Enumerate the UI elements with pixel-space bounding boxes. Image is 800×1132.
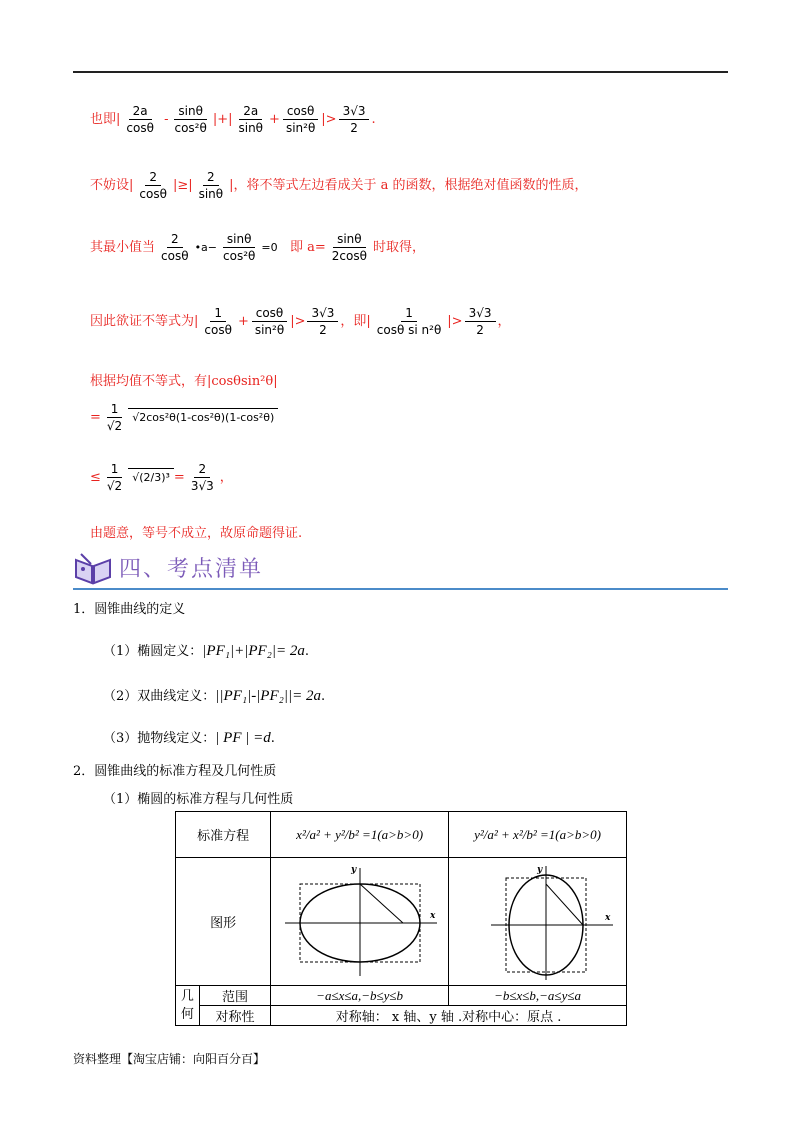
equation-vertical: y²/a² + x²/b² =1(a>b>0)	[449, 812, 627, 858]
section-title: 四、考点清单	[119, 557, 264, 582]
proof-line-3: 其最小值当 $\frac{2}{\cos\theta}$ •a− $\frac{\sin\theta}{\text{cos²θ}}$ =0 即 a= $\frac{\sin\theta}{2\cos\theta}$ 时取得，	[90, 232, 425, 263]
fraction: $\frac{2}{\sin\theta}$	[198, 170, 224, 201]
proof-line-8: 由题意，等号不成立，故原命题得证.	[90, 526, 303, 541]
list-heading-1: 1．圆锥曲线的定义	[73, 602, 186, 617]
fraction: $\frac{3√3}{2}$	[465, 306, 496, 337]
fraction: $\frac{2a}{\cos\theta}$	[126, 104, 154, 135]
graph-vertical	[449, 858, 627, 986]
fraction: $\frac{\sin\theta}{2\cos\theta}$	[331, 232, 367, 263]
definition-parabola: （3）抛物线定义：| PF | =d.	[103, 730, 275, 746]
proof-line-7: ≤ $\frac{1}{√2}$ √(2/3)³ = $\frac{2}{3√3}$ ，	[90, 462, 233, 493]
fraction: $\frac{2}{\cos\theta}$	[139, 170, 167, 201]
section-header	[73, 548, 728, 590]
svg-text:y: y	[350, 864, 356, 875]
range-horizontal: −a≤x≤a,−b≤y≤b	[271, 986, 449, 1006]
fraction: $\frac{2a}{\sin\theta}$	[238, 104, 264, 135]
proof-line-4: 因此欲证不等式为| $\frac{1}{\cos\theta}$ + $\frac{\cos\theta}{\text{sin²θ}}$ |> $\frac{3√3}{2}$ ，即| $\frac{1}{\text{cosθ si n²θ}}$ |> $\frac{3√3}{2}$ ，	[90, 306, 511, 337]
proof-line-6: = $\frac{1}{√2}$ √2cos²θ(1-cos²θ)(1-cos²θ)	[90, 402, 278, 433]
sub-heading: （1）椭圆的标准方程与几何性质	[103, 792, 294, 807]
definition-ellipse: （1）椭圆定义：|PF₁|+|PF₂|= 2a.	[103, 643, 309, 659]
ellipse-horizontal-graph	[275, 862, 445, 982]
footer: 资料整理【淘宝店铺：向阳百分百】	[73, 1052, 266, 1066]
svg-text:y: y	[536, 864, 542, 875]
list-heading-2: 2．圆锥曲线的标准方程及几何性质	[73, 764, 277, 779]
graph-horizontal	[271, 858, 449, 986]
fraction: $\frac{\cos\theta}{\text{sin²θ}}$	[251, 306, 288, 337]
equation-horizontal: x²/a² + y²/b² =1(a>b>0)	[271, 812, 449, 858]
ellipse-properties-table	[175, 811, 627, 1026]
row-label-graph: 图形	[176, 858, 271, 986]
fraction: $\frac{1}{√2}$	[106, 402, 123, 433]
fraction: $\frac{1}{√2}$	[106, 462, 123, 493]
geometry-side-label: 几 何	[176, 986, 200, 1026]
svg-text:x: x	[429, 910, 435, 921]
fraction: $\frac{2}{3√3}$	[190, 462, 214, 493]
fraction: $\frac{2}{\cos\theta}$	[161, 232, 189, 263]
ellipse-vertical-graph	[453, 862, 623, 982]
svg-text:x: x	[604, 912, 610, 923]
row-label-equation: 标准方程	[176, 812, 271, 858]
fraction: $\frac{1}{\text{cosθ si n²θ}}$	[376, 306, 442, 337]
proof-line-5: 根据均值不等式，有|cosθsin²θ|	[90, 374, 278, 389]
definition-hyperbola: （2）双曲线定义：||PF₁|-|PF₂||= 2a.	[103, 688, 326, 704]
proof-line-2: 不妨设| $\frac{2}{\cos\theta}$ |≥| $\frac{2}{\sin\theta}$ |，将不等式左边看成关于 a 的函数，根据绝对值函数的性质，	[90, 170, 588, 201]
proof-line-1: 也即| $\frac{2a}{\cos\theta}$ - $\frac{\sin\theta}{\text{cos²θ}}$ |+| $\frac{2a}{\sin\theta}$ + $\frac{\cos\theta}{\text{sin²θ}}$ |> $\frac{3√3}{2}$ .	[90, 104, 376, 135]
fraction: $\frac{\cos\theta}{\text{sin²θ}}$	[282, 104, 319, 135]
section-rule	[73, 588, 728, 590]
fraction: $\frac{3√3}{2}$	[339, 104, 370, 135]
range-vertical: −b≤x≤b,−a≤y≤a	[449, 986, 627, 1006]
symmetry-value: 对称轴： x 轴、y 轴 .对称中心：原点 .	[271, 1006, 627, 1026]
top-rule	[73, 71, 728, 73]
fraction: $\frac{3√3}{2}$	[307, 306, 338, 337]
row-label-range: 范围	[199, 986, 270, 1006]
row-label-symmetry: 对称性	[199, 1006, 270, 1026]
fraction: $\frac{1}{\cos\theta}$	[204, 306, 232, 337]
fraction: $\frac{\sin\theta}{\text{cos²θ}}$	[174, 104, 207, 135]
fraction: $\frac{\sin\theta}{\text{cos²θ}}$	[223, 232, 256, 263]
book-icon	[73, 550, 113, 586]
